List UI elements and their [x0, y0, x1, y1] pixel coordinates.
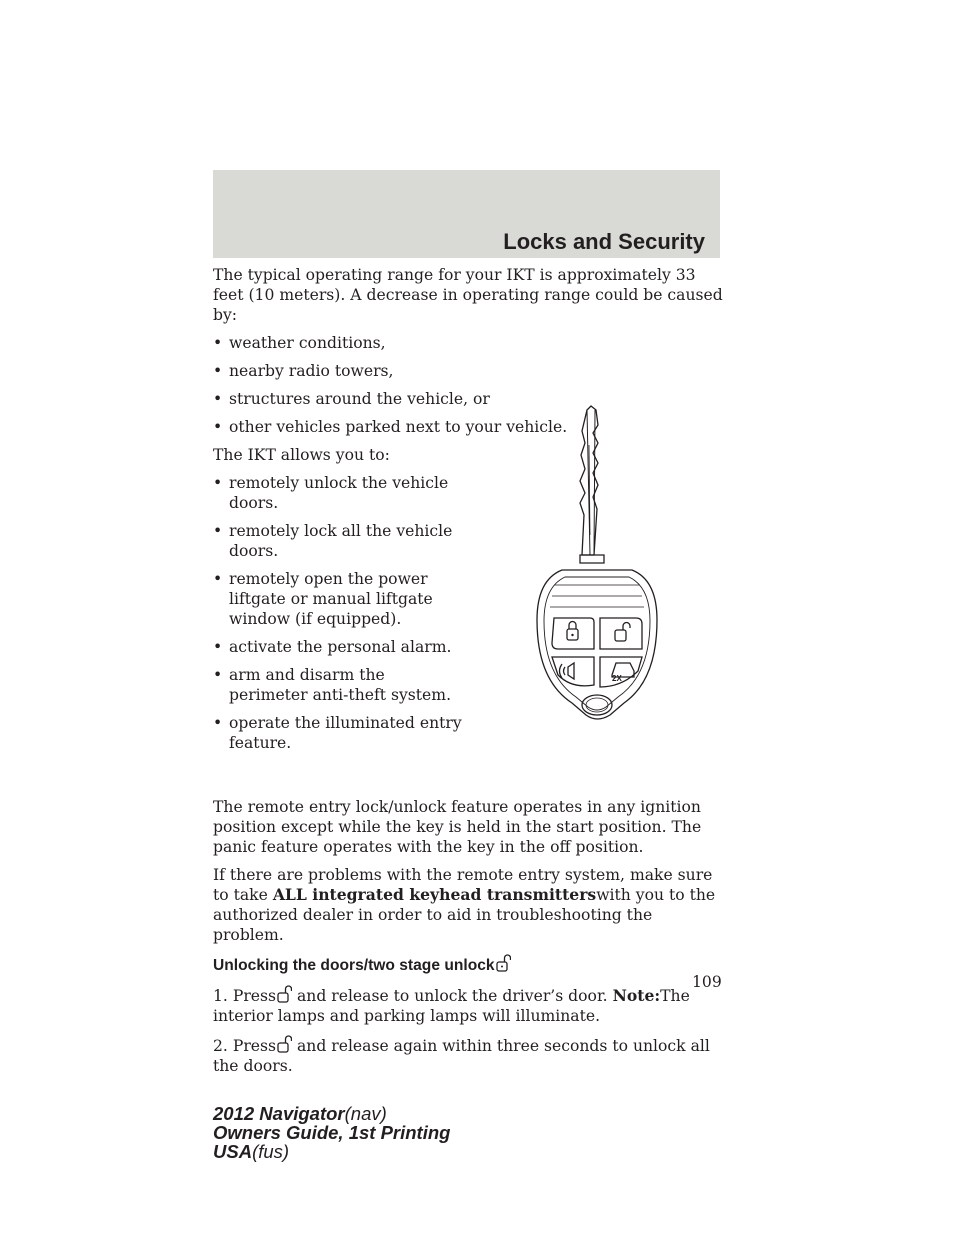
bullet-icon: • — [213, 666, 223, 684]
bullet-icon: • — [213, 570, 223, 588]
list-item: • other vehicles parked next to your vehicle. — [213, 418, 568, 436]
problems-paragraph: If there are problems with the remote entry system, make sure to take ALL integrated keyhead transmitterswith you to the authorized dealer in order to aid in troubleshooting the problem. — [213, 866, 716, 944]
page-number: 109 — [692, 973, 722, 991]
footer-line-model: 2012 Navigator(nav) — [213, 1103, 387, 1124]
bullet-icon: • — [213, 334, 223, 352]
list-item: • weather conditions, — [213, 334, 386, 352]
footer-line-market: USA(fus) — [213, 1141, 290, 1162]
unlock-step-1: 1. Press and release to unlock the driver’s door. Note:The interior lamps and parking lamps will illuminate. — [213, 986, 690, 1025]
list-item: • activate the personal alarm. — [213, 638, 452, 656]
list-item: • nearby radio towers, — [213, 362, 394, 380]
unlock-heading: Unlocking the doors/two stage unlock — [213, 953, 723, 976]
bullet-icon: • — [213, 418, 223, 436]
remote-entry-paragraph: The remote entry lock/unlock feature operates in any ignition position except while the key is held in the start position. The panic feature operates with the key in the off position. — [213, 798, 702, 856]
panic-2x-label: 2X — [612, 674, 622, 683]
footer — [213, 1104, 450, 1161]
keyhead-transmitter-illustration — [532, 405, 662, 725]
list-item: • operate the illuminated entry feature. — [213, 714, 462, 752]
list-item: • structures around the vehicle, or — [213, 390, 490, 408]
list-item: • remotely unlock the vehicle doors. — [213, 474, 449, 512]
unlock-icon — [276, 1034, 292, 1054]
unlock-icon — [495, 953, 511, 973]
bullet-icon: • — [213, 714, 223, 732]
footer-line-guide: Owners Guide, 1st Printing — [213, 1122, 451, 1143]
section-title: Locks and Security — [503, 229, 705, 254]
transmitters-emphasis: ALL integrated keyhead transmitters — [272, 885, 597, 904]
unlock-step-2: 2. Press and release again within three seconds to unlock all the doors. — [213, 1034, 723, 1076]
ikt-features-list — [213, 473, 463, 753]
bullet-icon: • — [213, 362, 223, 380]
list-item: • arm and disarm the perimeter anti-theft system. — [213, 666, 452, 704]
bullet-icon: • — [213, 390, 223, 408]
ikt-lead: The IKT allows you to: — [213, 446, 390, 464]
range-paragraph: The typical operating range for your IKT is approximately 33 feet (10 meters). A decrease in operating range could be caused by: — [213, 266, 723, 324]
bullet-icon: • — [213, 522, 223, 540]
list-item: • remotely lock all the vehicle doors. — [213, 522, 453, 560]
bullet-icon: • — [213, 474, 223, 492]
note-label: Note: — [612, 986, 661, 1005]
bullet-icon: • — [213, 638, 223, 656]
unlock-icon — [276, 984, 292, 1004]
list-item: • remotely open the power liftgate or manual liftgate window (if equipped). — [213, 570, 433, 628]
